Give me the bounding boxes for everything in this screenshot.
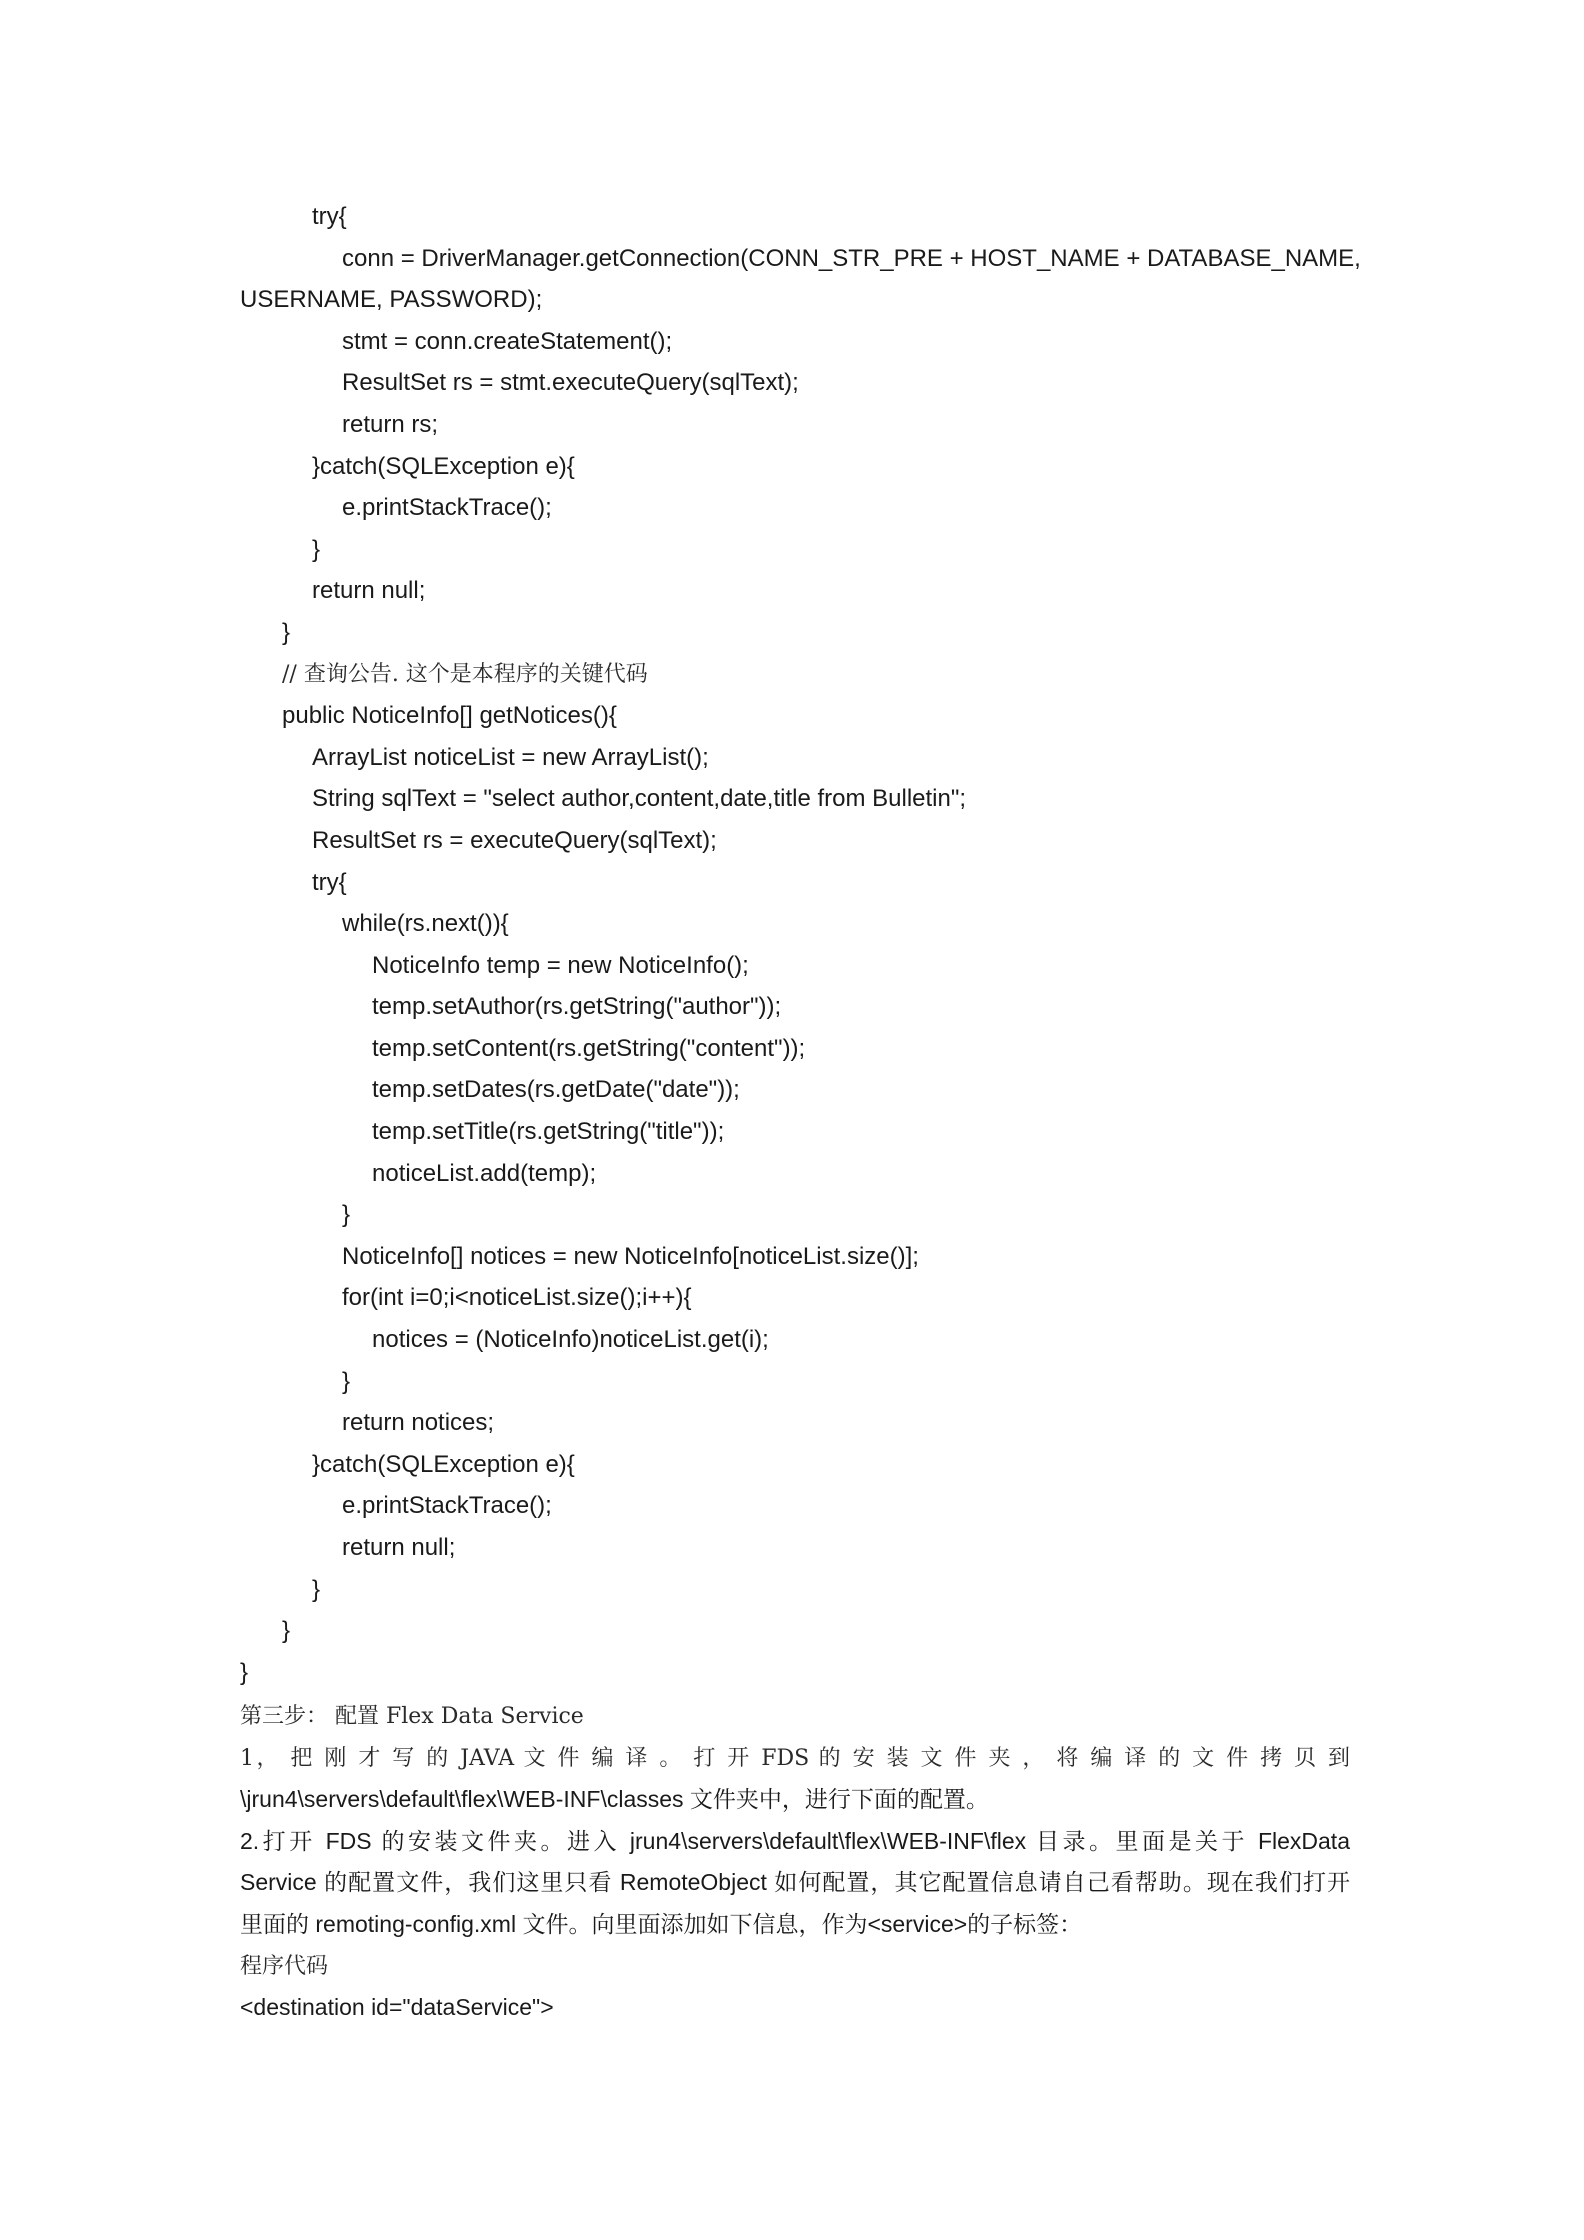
code-caption: 程序代码 xyxy=(240,1953,329,1979)
code-line: e.printStackTrace(); xyxy=(342,494,552,522)
code-line: NoticeInfo temp = new NoticeInfo(); xyxy=(372,951,749,979)
paragraph-1-line-2: \jrun4\servers\default\flex\WEB-INF\classes 文件夹中，进行下面的配置。 xyxy=(240,1786,989,1813)
code-line: noticeList.add(temp); xyxy=(372,1159,597,1187)
java-code-block xyxy=(0,196,1584,1693)
code-line: return rs; xyxy=(342,410,439,438)
code-line: stmt = conn.createStatement(); xyxy=(342,327,673,355)
code-line: try{ xyxy=(312,868,347,896)
code-line: return notices; xyxy=(342,1409,495,1437)
code-line: while(rs.next()){ xyxy=(342,910,509,938)
paragraph-2-line-3: 里面的 remoting-config.xml 文件。向里面添加如下信息，作为<service>的子标签： xyxy=(240,1910,1083,1937)
code-line: }catch(SQLException e){ xyxy=(312,1450,575,1478)
code-line: } xyxy=(342,1201,351,1229)
code-line: } xyxy=(312,1575,321,1603)
code-line: } xyxy=(312,535,321,563)
code-line: }catch(SQLException e){ xyxy=(312,452,575,480)
code-line: temp.setContent(rs.getString("content")); xyxy=(372,1034,806,1062)
code-line: temp.setAuthor(rs.getString("author")); xyxy=(372,993,782,1021)
code-line: } xyxy=(282,618,291,646)
paragraph-2-line-2: Service 的配置文件，我们这里只看 RemoteObject 如何配置，其它配置信息请自己看帮助。现在我们打开 xyxy=(240,1869,1350,1896)
code-line: USERNAME, PASSWORD); xyxy=(240,286,543,314)
code-line: ResultSet rs = executeQuery(sqlText); xyxy=(312,826,717,854)
code-line: conn = DriverManager.getConnection(CONN_STR_PRE + HOST_NAME + DATABASE_NAME, xyxy=(342,244,1361,272)
code-line: notices = (NoticeInfo)noticeList.get(i); xyxy=(372,1326,769,1354)
code-comment: // 查询公告. 这个是本程序的关键代码 xyxy=(282,661,648,687)
code-line: ArrayList noticeList = new ArrayList(); xyxy=(312,743,709,771)
code-line: } xyxy=(240,1658,249,1686)
code-line: } xyxy=(342,1367,351,1395)
code-line: } xyxy=(282,1617,291,1645)
code-line: NoticeInfo[] notices = new NoticeInfo[noticeList.size()]; xyxy=(342,1242,919,1270)
code-line: e.printStackTrace(); xyxy=(342,1492,552,1520)
code-line: try{ xyxy=(312,203,347,230)
step-heading: 第三步： 配置 Flex Data Service xyxy=(240,1704,584,1729)
code-line: String sqlText = "select author,content,date,title from Bulletin"; xyxy=(312,785,967,813)
instructions-section xyxy=(240,1696,1350,2029)
xml-code-line: <destination id="dataService"> xyxy=(240,1994,554,2021)
code-line: public NoticeInfo[] getNotices(){ xyxy=(282,702,617,730)
code-line: return null; xyxy=(342,1534,456,1561)
code-line: temp.setDates(rs.getDate("date")); xyxy=(372,1076,740,1104)
paragraph-1-line-1: 1， 把 刚 才 写 的 JAVA 文 件 编 译 。 打 开 FDS 的 安 装 文 件 夹 ， 将 编 译 的 文 件 拷 贝 到 xyxy=(240,1745,1350,1771)
code-line: ResultSet rs = stmt.executeQuery(sqlText); xyxy=(342,369,799,397)
paragraph-2-line-1: 2.打开 FDS 的安装文件夹。进入 jrun4\servers\default\flex\WEB-INF\flex 目录。里面是关于 FlexData xyxy=(240,1827,1350,1854)
code-line: temp.setTitle(rs.getString("title")); xyxy=(372,1118,725,1146)
code-line: for(int i=0;i<noticeList.size();i++){ xyxy=(342,1284,692,1312)
code-line: return null; xyxy=(312,577,426,605)
